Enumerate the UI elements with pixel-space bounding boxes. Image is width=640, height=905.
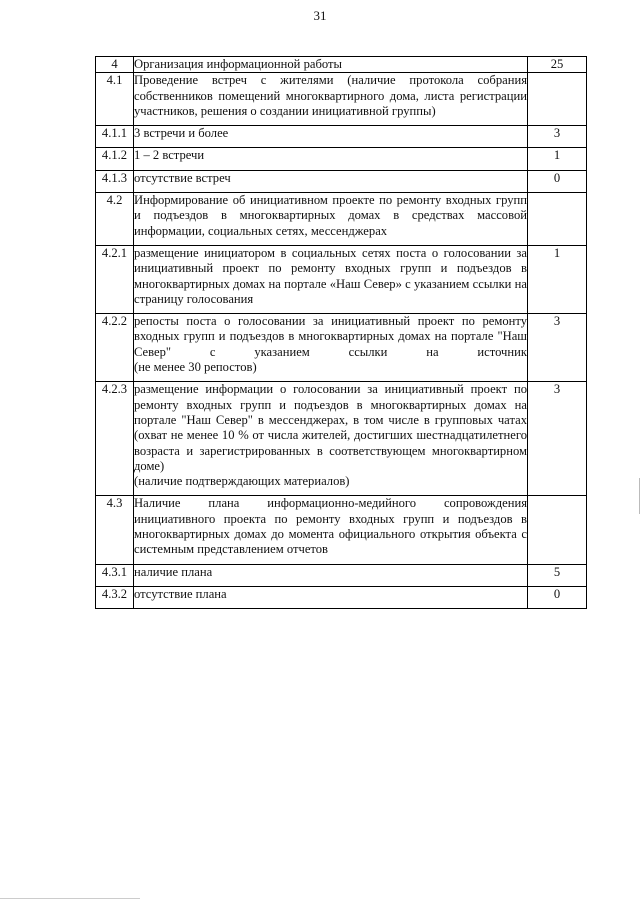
table-row — [96, 314, 587, 382]
scan-footer-line — [0, 898, 140, 899]
item-score: 1 — [528, 148, 587, 170]
table-row — [96, 564, 587, 586]
table-row — [96, 148, 587, 170]
page-number: 31 — [313, 8, 327, 23]
item-text-cell — [134, 148, 528, 170]
item-text-line: размещение инициатором в социальных сетях поста о голосовании за инициативный проект по ремонту входных групп и подъездов в многоквартирных домах на портале «Наш Север» с указанием ссылки на страницу голосования — [134, 245, 527, 306]
item-text-cell — [134, 382, 528, 496]
item-text-line: отсутствие встреч — [134, 170, 231, 185]
item-number: 4.1.2 — [96, 148, 134, 170]
row-spacer — [134, 489, 527, 495]
item-text-line: размещение информации о голосовании за инициативный проект по ремонту входных групп и подъездов в многоквартирных домах на портале "Наш Север" в мессенджерах, в том числе в групповых чатах — [134, 382, 527, 427]
item-text-line: 1 – 2 встречи — [134, 148, 205, 163]
item-number: 4.2 — [96, 193, 134, 246]
item-score: 5 — [528, 564, 587, 586]
item-text-line: Организация информационной работы — [134, 57, 342, 71]
item-text-cell — [134, 586, 528, 608]
item-text-line: репосты поста о голосовании за инициативный проект по ремонту входных групп и подъездов в многоквартирных домах на портале "Наш Север" с указанием ссылки на источник — [134, 314, 527, 359]
row-spacer — [134, 239, 527, 245]
item-score: 3 — [528, 382, 587, 496]
criteria-table — [95, 56, 587, 609]
row-spacer — [134, 307, 527, 313]
table-row — [96, 170, 587, 192]
row-spacer — [134, 602, 527, 608]
item-score: 0 — [528, 586, 587, 608]
item-number: 4.1.3 — [96, 170, 134, 192]
item-text-cell — [134, 126, 528, 148]
item-number: 4.3.1 — [96, 564, 134, 586]
item-text-cell — [134, 564, 528, 586]
table-row — [96, 126, 587, 148]
item-text-line: отсутствие плана — [134, 586, 227, 601]
item-text-line: (не менее 30 репостов) — [134, 360, 257, 375]
item-text-cell — [134, 73, 528, 126]
table-row — [96, 382, 587, 496]
row-spacer — [134, 580, 527, 586]
item-score: 1 — [528, 245, 587, 313]
table-row — [96, 245, 587, 313]
row-spacer — [134, 119, 527, 125]
row-spacer — [134, 375, 527, 381]
table-row — [96, 193, 587, 246]
item-score: 25 — [528, 57, 587, 73]
table-row — [96, 73, 587, 126]
item-text-cell — [134, 496, 528, 564]
item-number: 4 — [96, 57, 134, 73]
item-number: 4.2.1 — [96, 245, 134, 313]
row-spacer — [134, 558, 527, 564]
item-number: 4.3 — [96, 496, 134, 564]
item-text-cell — [134, 57, 528, 73]
item-number: 4.1 — [96, 73, 134, 126]
table-row — [96, 57, 587, 73]
row-spacer — [134, 164, 527, 170]
item-text-cell — [134, 314, 528, 382]
item-text-line: (наличие подтверждающих материалов) — [134, 474, 350, 489]
item-score — [528, 73, 587, 126]
item-score — [528, 496, 587, 564]
row-spacer — [134, 186, 527, 192]
item-number: 4.3.2 — [96, 586, 134, 608]
table-row — [96, 586, 587, 608]
criteria-table-body — [96, 57, 587, 609]
item-text-line: Информирование об инициативном проекте по ремонту входных групп и подъездов в многоквартирных домах в средствах массовой информации, социальных сетях, мессенджерах — [134, 193, 527, 238]
item-score: 0 — [528, 170, 587, 192]
item-score — [528, 193, 587, 246]
item-text-line: Наличие плана информационно-медийного сопровождения инициативного проекта по ремонту входных групп и подъездов в многоквартирных домах до момента официального открытия объекта с системным представлением отчетов — [134, 496, 527, 557]
item-number: 4.2.3 — [96, 382, 134, 496]
item-text-cell — [134, 170, 528, 192]
item-text-cell — [134, 193, 528, 246]
item-score: 3 — [528, 126, 587, 148]
item-text-line: 3 встречи и более — [134, 126, 229, 141]
item-text-line: Проведение встреч с жителями (наличие протокола собрания собственников помещений многоквартирного дома, листа регистрации участников, решения о создании инициативной группы) — [134, 73, 527, 118]
item-number: 4.2.2 — [96, 314, 134, 382]
item-text-cell — [134, 245, 528, 313]
table-row — [96, 496, 587, 564]
item-text-line: наличие плана — [134, 564, 213, 579]
item-score: 3 — [528, 314, 587, 382]
item-number: 4.1.1 — [96, 126, 134, 148]
item-text-line: (охват не менее 10 % от числа жителей, достигших шестнадцатилетнего возраста и зарегистрированных в соответствующем многоквартирном доме) — [134, 428, 527, 473]
row-spacer — [134, 141, 527, 147]
